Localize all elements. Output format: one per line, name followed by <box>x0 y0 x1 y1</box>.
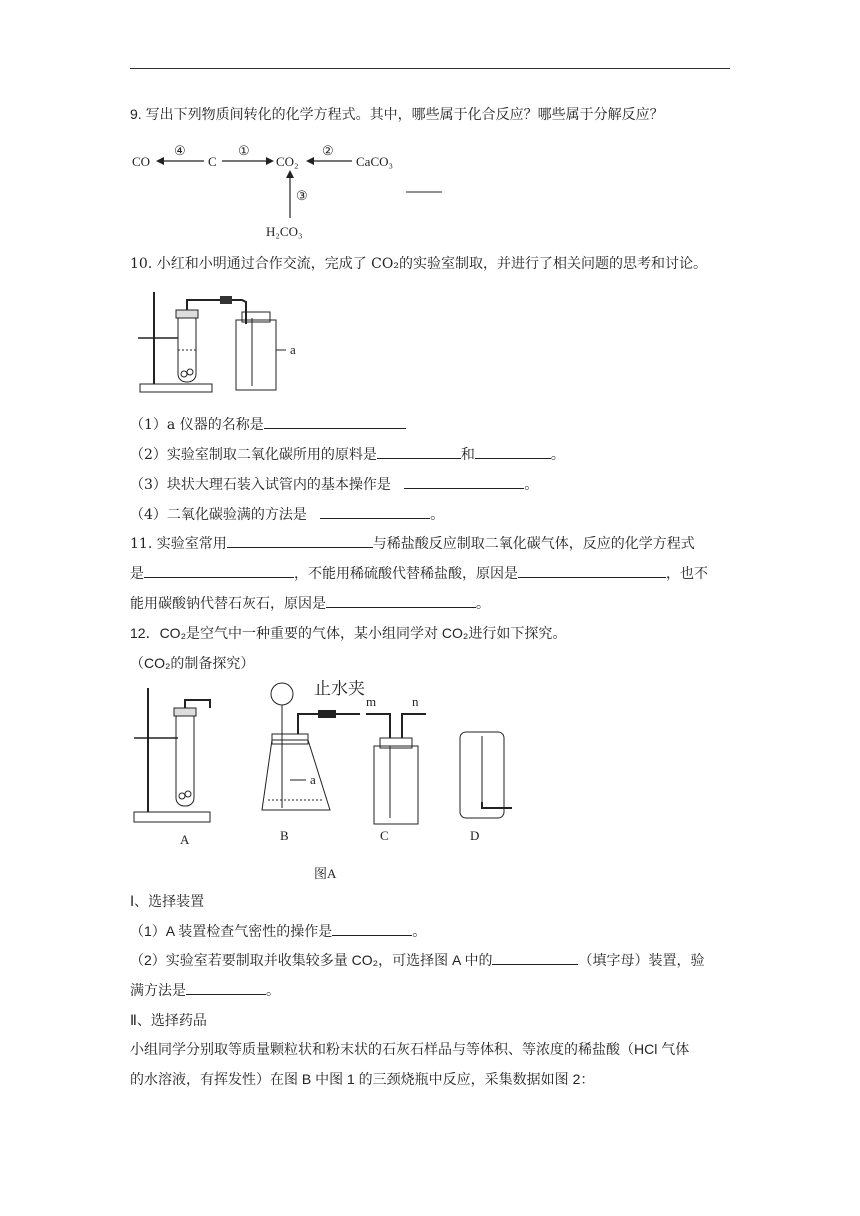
blank[interactable] <box>227 533 373 548</box>
blank[interactable] <box>264 414 406 429</box>
clamp-label: 止水夹 <box>314 680 365 698</box>
q12-section1: Ⅰ、选择装置 <box>130 893 205 909</box>
q10-item3: （3）块状大理石装入试管内的基本操作是 。 <box>130 474 730 495</box>
h2co3-label: H₂CO₃ <box>266 224 303 239</box>
q12-item1: （1）A 装置检查气密性的操作是 。 <box>130 923 427 939</box>
q12-subtitle: （CO₂的制备探究） <box>130 655 255 671</box>
step2-label: ② <box>322 143 334 158</box>
fig-label-n: n <box>412 694 419 709</box>
q10-item2: （2）实验室制取二氧化碳所用的原料是 和 。 <box>130 444 730 465</box>
q12-section2: Ⅱ、选择药品 <box>130 1012 207 1028</box>
header-rule <box>130 68 730 69</box>
q12-stem: 12．CO₂是空气中一种重要的气体，某小组同学对 CO₂进行如下探究。 <box>130 625 567 641</box>
blank[interactable] <box>332 921 412 936</box>
q12-item2-cont: 满方法是 。 <box>130 982 280 998</box>
blank[interactable] <box>326 593 476 608</box>
fig-label-m: m <box>366 694 377 709</box>
q9-conversion-diagram <box>128 136 448 244</box>
co-label: CO <box>132 154 151 169</box>
q10-item1: （1）a 仪器的名称是 <box>130 414 730 435</box>
q12-figure-a <box>130 680 530 886</box>
blank[interactable] <box>320 504 430 519</box>
q10-apparatus-figure <box>134 288 314 396</box>
co2-label: CO₂ <box>276 154 299 169</box>
q10-label-a: a <box>290 342 296 357</box>
step3-label: ③ <box>296 188 308 203</box>
q11-line3: 能用碳酸钠代替石灰石，原因是 。 <box>130 593 730 614</box>
blank[interactable] <box>518 563 666 578</box>
blank[interactable] <box>377 444 461 459</box>
fig-caption: 图A <box>314 866 337 881</box>
q12-item2: （2）实验室若要制取并收集较多量 CO₂，可选择图 A 中的 （填字母）装置，验 <box>130 952 705 968</box>
q12-para2: 的水溶液，有挥发性）在图 B 中图 1 的三颈烧瓶中反应，采集数据如图 2： <box>130 1071 595 1087</box>
blank[interactable] <box>492 950 578 965</box>
step4-label: ④ <box>174 143 186 158</box>
caco3-label: CaCO₃ <box>356 154 394 169</box>
c-label: C <box>208 154 217 169</box>
fig-label-a: a <box>310 772 316 787</box>
q9-stem: 9. 写出下列物质间转化的化学方程式。其中，哪些属于化合反应？哪些属于分解反应？ <box>130 106 664 122</box>
fig-label-D: D <box>470 828 480 843</box>
q10-stem: 10. 小红和小明通过合作交流，完成了 CO₂的实验室制取，并进行了相关问题的思考和讨论。 <box>130 256 707 272</box>
q11-line1: 11. 实验室常用 与稀盐酸反应制取二氧化碳气体，反应的化学方程式 <box>130 533 730 554</box>
blank[interactable] <box>475 444 551 459</box>
q12-para1: 小组同学分别取等质量颗粒状和粉末状的石灰石样品与等体积、等浓度的稀盐酸（HCl 气体 <box>130 1041 690 1057</box>
fig-label-B: B <box>280 828 289 843</box>
step1-label: ① <box>238 143 250 158</box>
blank[interactable] <box>404 474 524 489</box>
q10-item4: （4）二氧化碳验满的方法是 。 <box>130 504 730 525</box>
q11-line2: 是 ，不能用稀硫酸代替稀盐酸，原因是 ，也不 <box>130 563 730 584</box>
blank[interactable] <box>186 980 266 995</box>
blank[interactable] <box>144 563 294 578</box>
fig-label-A: A <box>180 832 190 847</box>
fig-label-C: C <box>380 828 389 843</box>
